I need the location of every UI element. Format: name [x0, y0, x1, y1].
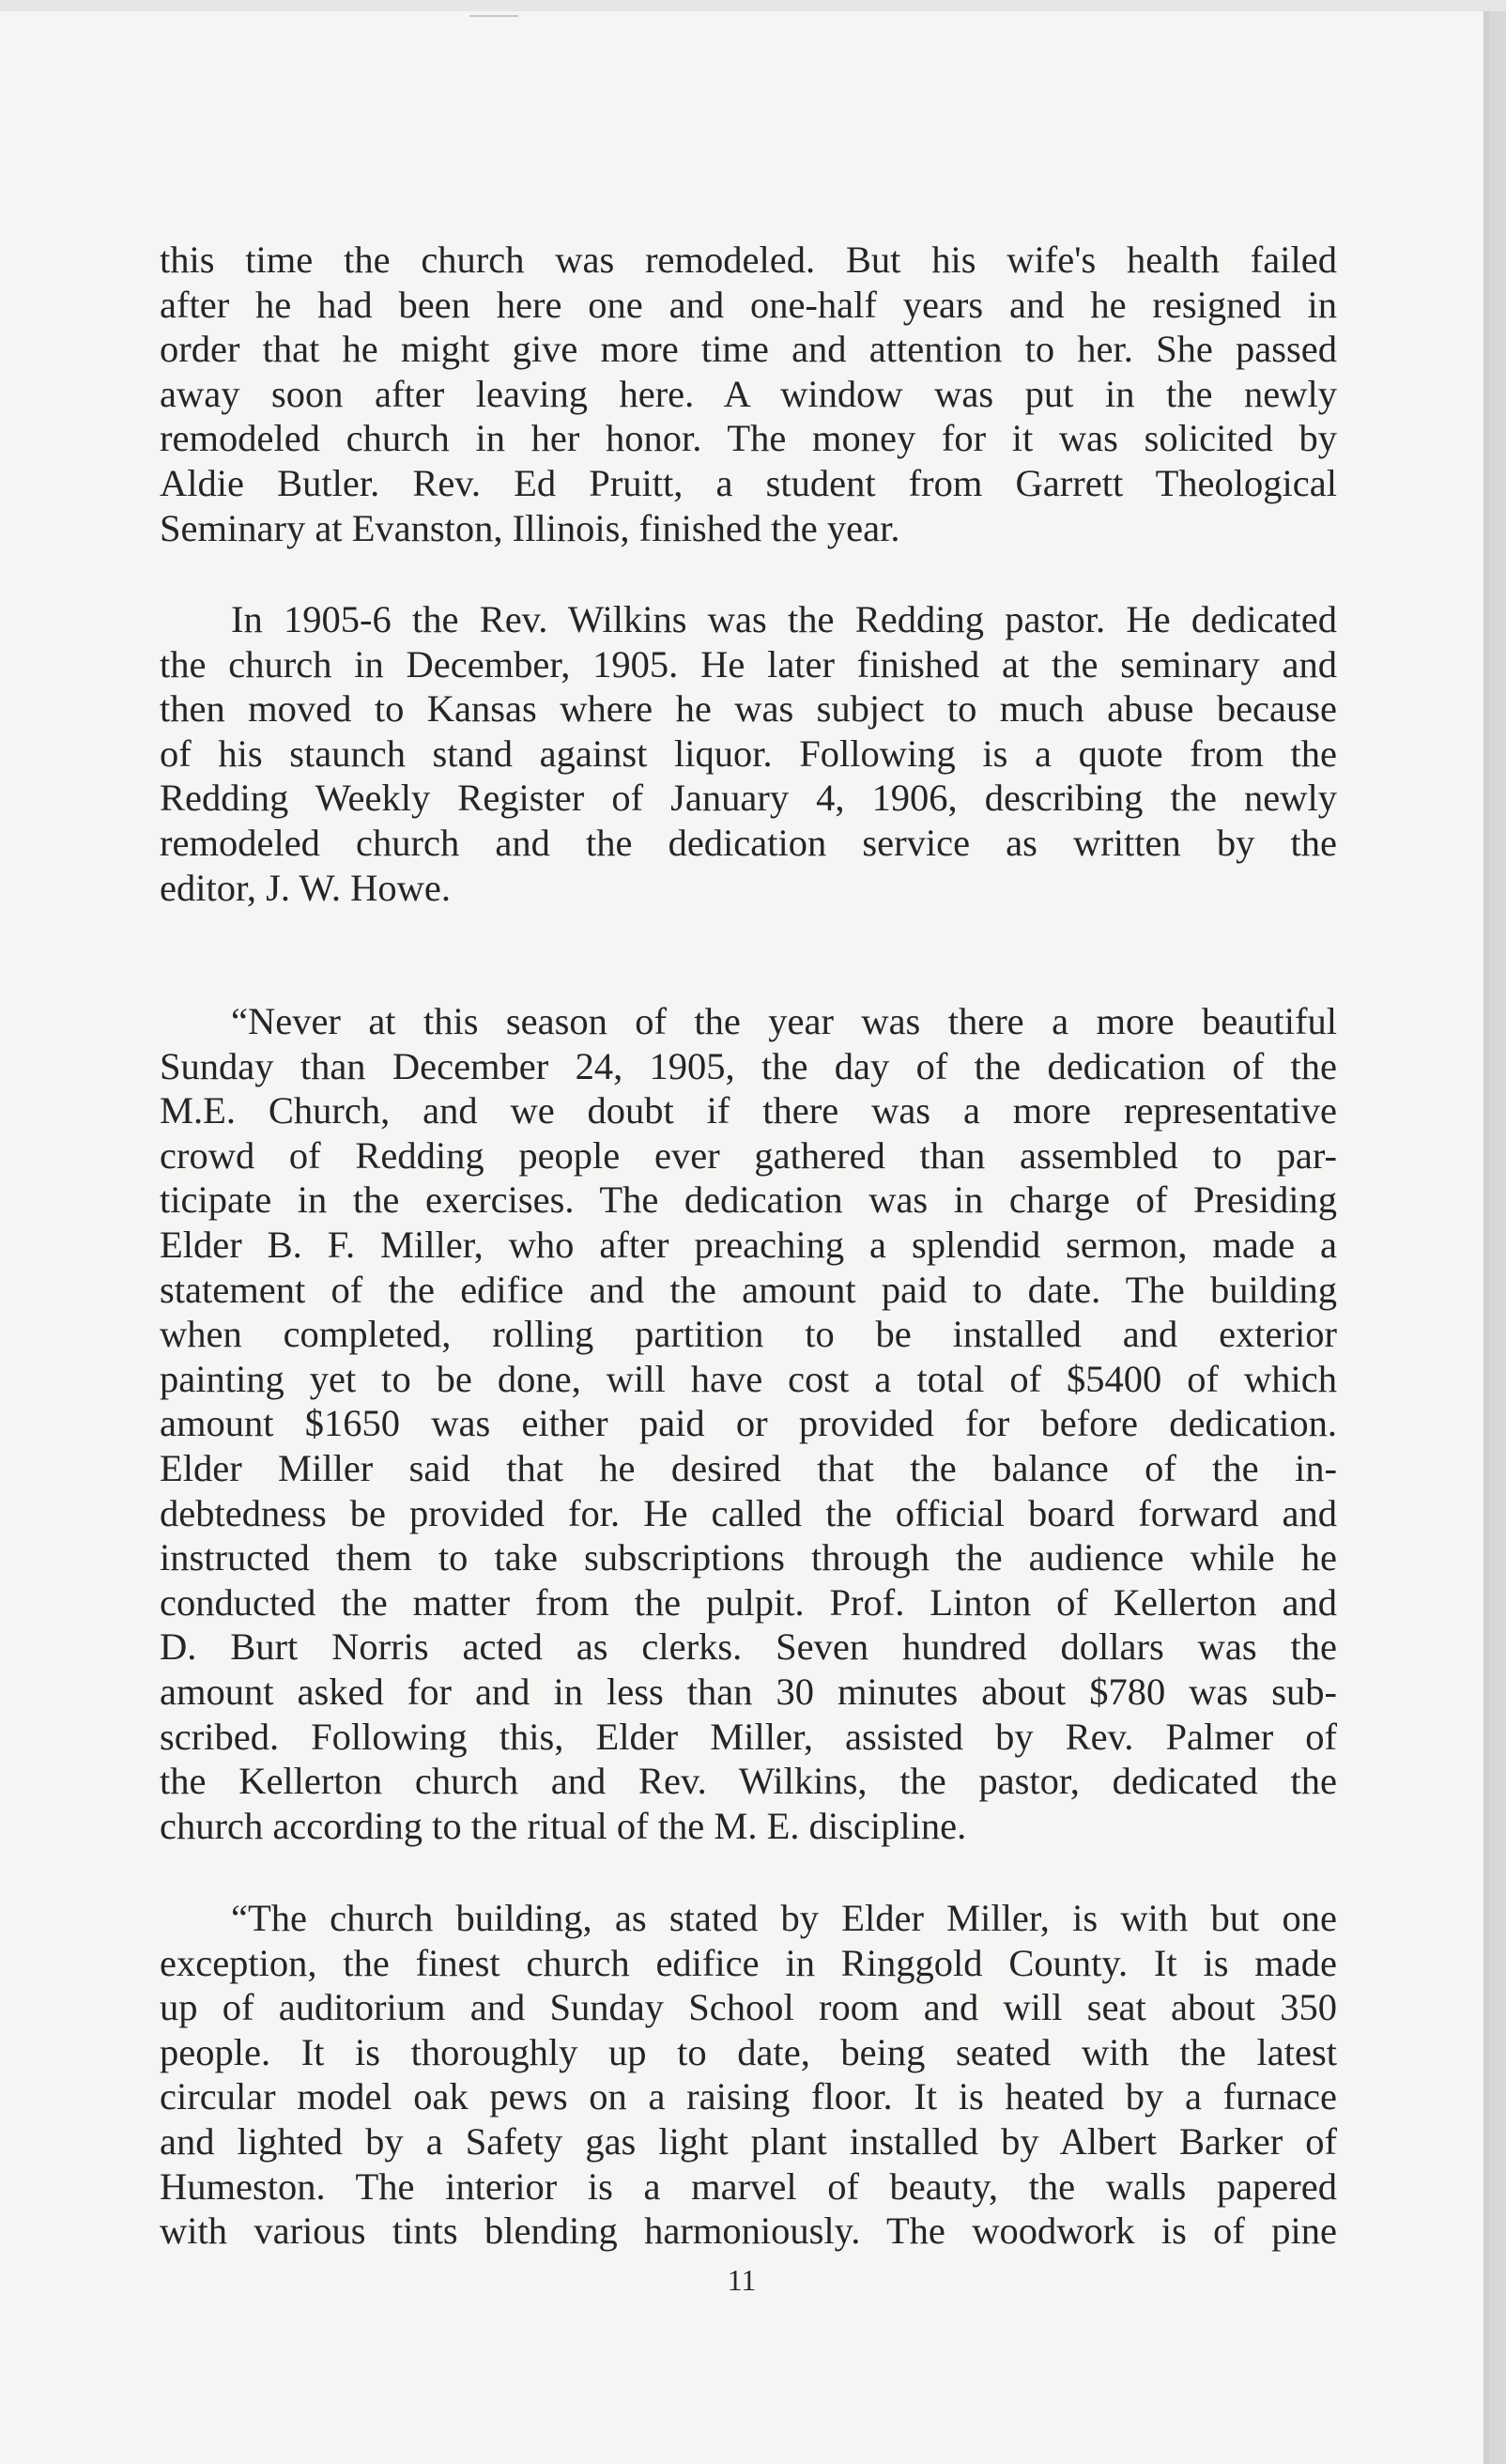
text-line: after he had been here one and one-half years and he resigned in [160, 283, 1337, 326]
text-line: remodeled church and the dedication service as written by the [160, 821, 1337, 864]
text-line: ticipate in the exercises. The dedication was in charge of Presiding [160, 1178, 1337, 1222]
text-line: Elder B. F. Miller, who after preaching a splendid sermon, made a [160, 1223, 1337, 1266]
text-line: M.E. Church, and we doubt if there was a more representative [160, 1089, 1337, 1132]
paragraph-1 [160, 238, 1337, 550]
text-line: “The church building, as stated by Elder Miller, is with but one [231, 1897, 1337, 1939]
text-line: circular model oak pews on a raising floor. It is heated by a furnace [160, 2075, 1337, 2118]
paragraph-3-quote [160, 999, 1337, 1848]
text-line: Sunday than December 24, 1905, the day of the dedication of the [160, 1044, 1337, 1087]
text-line: painting yet to be done, will have cost a total of $5400 of which [160, 1357, 1337, 1400]
page-top-edge [0, 0, 1506, 11]
text-line: and lighted by a Safety gas light plant installed by Albert Barker of [160, 2119, 1337, 2163]
page-number: 11 [727, 2263, 757, 2297]
text-line: amount asked for and in less than 30 minutes about $780 was sub- [160, 1670, 1337, 1713]
text-line: conducted the matter from the pulpit. Prof. Linton of Kellerton and [160, 1580, 1337, 1624]
text-line: order that he might give more time and attention to her. She passed [160, 328, 1337, 371]
text-line: then moved to Kansas where he was subject to much abuse because [160, 687, 1337, 731]
text-line: scribed. Following this, Elder Miller, assisted by Rev. Palmer of [160, 1715, 1337, 1758]
text-line: In 1905-6 the Rev. Wilkins was the Redding pastor. He dedicated [231, 598, 1337, 640]
text-line: instructed them to take subscriptions through the audience while he [160, 1536, 1337, 1579]
paragraph-2 [160, 597, 1337, 910]
paragraph-4-quote [160, 1896, 1337, 2254]
text-line: Humeston. The interior is a marvel of beauty, the walls papered [160, 2164, 1337, 2208]
text-line: statement of the edifice and the amount paid to date. The building [160, 1268, 1337, 1311]
text-line: the church in December, 1905. He later finished at the seminary and [160, 642, 1337, 685]
text-line: people. It is thoroughly up to date, being seated with the latest [160, 2030, 1337, 2073]
text-line: exception, the finest church edifice in Ringgold County. It is made [160, 1941, 1337, 1984]
text-line: amount $1650 was either paid or provided for before dedication. [160, 1402, 1337, 1445]
text-line: of his staunch stand against liquor. Following is a quote from the [160, 732, 1337, 775]
text-line: crowd of Redding people ever gathered than assembled to par- [160, 1133, 1337, 1177]
text-line: Redding Weekly Register of January 4, 1906, describing the newly [160, 777, 1337, 820]
text-line: this time the church was remodeled. But his wife's health failed [160, 239, 1337, 281]
text-line: up of auditorium and Sunday School room and will seat about 350 [160, 1986, 1337, 2029]
text-line: with various tints blending harmoniously. The woodwork is of pine [160, 2210, 1337, 2253]
text-line: “Never at this season of the year was there a more beautiful [231, 1000, 1337, 1042]
text-line: Aldie Butler. Rev. Ed Pruitt, a student from Garrett Theological [160, 461, 1337, 504]
text-line: D. Burt Norris acted as clerks. Seven hundred dollars was the [160, 1625, 1337, 1669]
text-line: when completed, rolling partition to be installed and exterior [160, 1313, 1337, 1356]
text-line: editor, J. W. Howe. [160, 866, 451, 909]
page-mark [469, 15, 518, 17]
text-line: away soon after leaving here. A window was put in the newly [160, 372, 1337, 415]
text-line: Elder Miller said that he desired that the balance of the in- [160, 1446, 1337, 1489]
text-line: debtedness be provided for. He called the official board forward and [160, 1491, 1337, 1534]
text-line: church according to the ritual of the M. E. discipline. [160, 1804, 967, 1847]
text-line: remodeled church in her honor. The money for it was solicited by [160, 417, 1337, 460]
text-line: Seminary at Evanston, Illinois, finished the year. [160, 506, 900, 549]
text-line: the Kellerton church and Rev. Wilkins, the pastor, dedicated the [160, 1760, 1337, 1803]
